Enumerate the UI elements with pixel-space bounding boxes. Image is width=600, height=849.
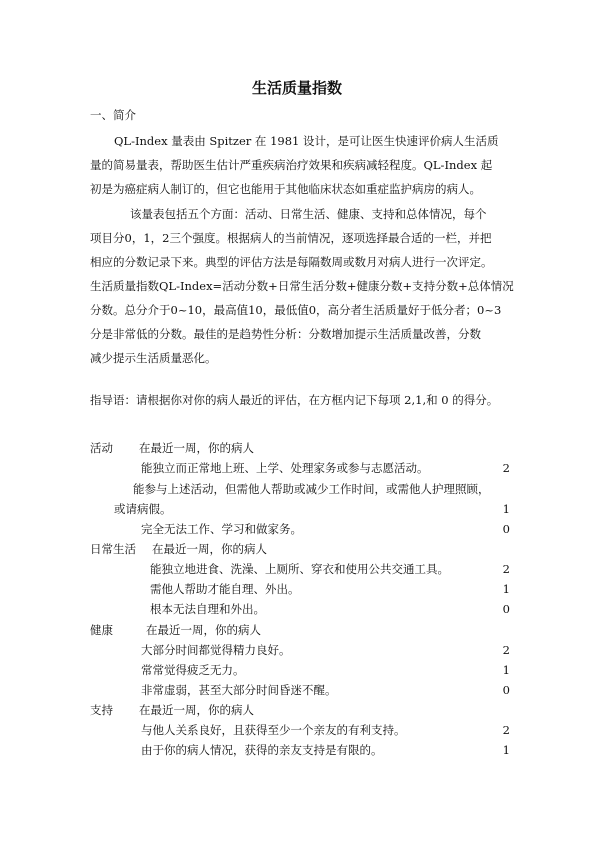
intro-p2-line: 分是非常低的分数。最佳的是趋势性分析：分数增加提示生活质量改善，分数 xyxy=(90,327,481,341)
item-score: 0 xyxy=(502,602,510,616)
item-score: 0 xyxy=(502,522,510,536)
item-text: 完全无法工作、学习和做家务。 xyxy=(141,522,302,536)
section-prompt: 在最近一周，你的病人 xyxy=(152,542,267,556)
item-text: 或请病假。 xyxy=(114,502,172,516)
item-text: 能独立而正常地上班、上学、处理家务或参与志愿活动。 xyxy=(141,461,429,475)
item-score: 1 xyxy=(502,743,510,757)
section-prompt: 在最近一周，你的病人 xyxy=(139,703,254,717)
section-prompt: 在最近一周，你的病人 xyxy=(146,623,261,637)
item-score: 1 xyxy=(502,502,510,516)
item-text: 由于你的病人情况，获得的亲友支持是有限的。 xyxy=(141,743,383,757)
guide-text: 指导语：请根据你对你的病人最近的评估，在方框内记下每项 2,1,和 0 的得分。 xyxy=(90,393,499,407)
intro-p2-line: 生活质量指数QL-Index=活动分数+日常生活分数+健康分数+支持分数+总体情况 xyxy=(90,279,514,293)
section-label-activity: 活动 xyxy=(90,441,113,455)
item-score: 1 xyxy=(502,582,510,596)
item-text: 根本无法自理和外出。 xyxy=(150,602,265,616)
intro-p2-line: 项目分0，1，2三个强度。根据病人的当前情况，逐项选择最合适的一栏，并把 xyxy=(90,231,492,245)
section-label-health: 健康 xyxy=(90,623,113,637)
intro-p1-line: 量的简易量表，帮助医生估计严重疾病治疗效果和疾病减轻程度。QL-Index 起 xyxy=(90,158,493,172)
item-text: 能参与上述活动，但需他人帮助或减少工作时间，或需他人护理照顾， xyxy=(133,482,490,496)
item-score: 2 xyxy=(502,461,510,475)
item-score: 2 xyxy=(502,562,510,576)
item-score: 0 xyxy=(502,683,510,697)
item-score: 2 xyxy=(502,723,510,737)
intro-p2-line: 该量表包括五个方面：活动、日常生活、健康、支持和总体情况，每个 xyxy=(130,207,487,221)
section-label-support: 支持 xyxy=(90,703,113,717)
section-label-daily-living: 日常生活 xyxy=(90,542,136,556)
page-title: 生活质量指数 xyxy=(252,79,343,97)
item-text: 能独立地进食、洗澡、上厕所、穿衣和使用公共交通工具。 xyxy=(150,562,449,576)
item-text: 常常觉得疲乏无力。 xyxy=(141,663,245,677)
section-heading-intro: 一、简介 xyxy=(90,108,136,122)
intro-p1-line: 初是为癌症病人制订的，但它也能用于其他临床状态如重症监护病房的病人。 xyxy=(90,182,481,196)
item-text: 与他人关系良好，且获得至少一个亲友的有利支持。 xyxy=(141,723,406,737)
section-prompt: 在最近一周，你的病人 xyxy=(139,441,254,455)
item-text: 大部分时间都觉得精力良好。 xyxy=(141,643,291,657)
intro-p2-line: 分数。总分介于0~10，最高值10，最低值0，高分者生活质量好于低分者；0~3 xyxy=(90,303,502,317)
item-score: 1 xyxy=(502,663,510,677)
intro-p2-line: 减少提示生活质量恶化。 xyxy=(90,351,217,365)
intro-p1-line: QL-Index 量表由 Spitzer 在 1981 设计，是可让医生快速评价病人生活质 xyxy=(114,134,499,148)
item-text: 需他人帮助才能自理、外出。 xyxy=(150,582,300,596)
item-score: 2 xyxy=(502,643,510,657)
item-text: 非常虚弱，甚至大部分时间昏迷不醒。 xyxy=(141,683,337,697)
intro-p2-line: 相应的分数记录下来。典型的评估方法是每隔数周或数月对病人进行一次评定。 xyxy=(90,255,493,269)
